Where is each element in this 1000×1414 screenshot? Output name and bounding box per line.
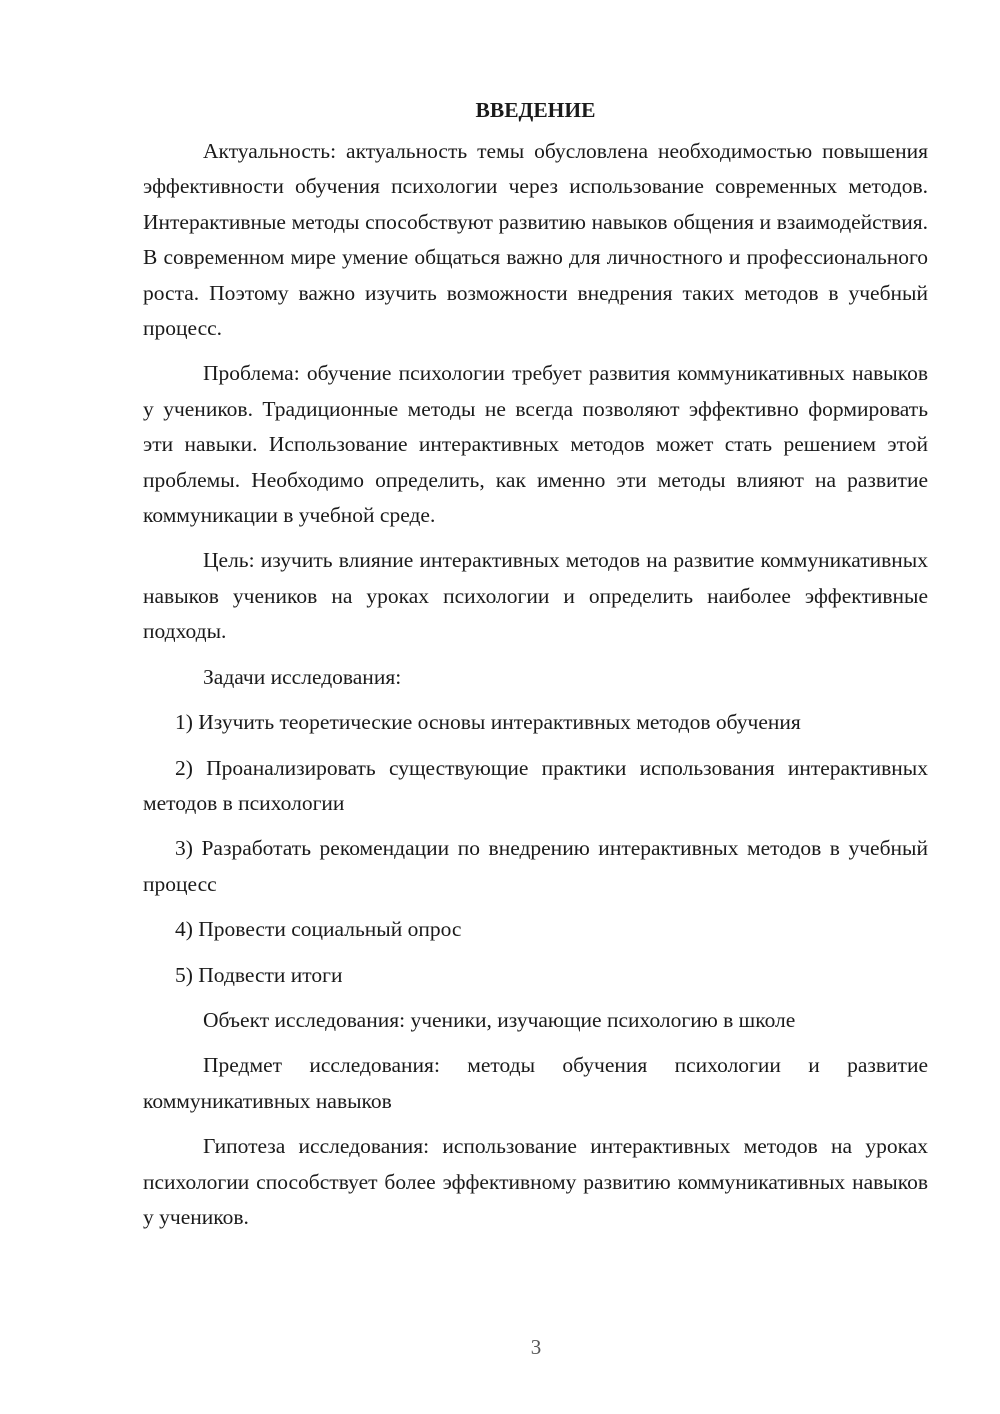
tasks-heading: Задачи исследования: [203, 664, 402, 689]
goal-paragraph: Цель: изучить влияние интерактивных методов на развитие коммуникативных навыков учеников на уроках психологии и определить наиболее эффективные подходы. [143, 548, 928, 644]
page-number: 3 [530, 1335, 542, 1359]
task-item-5: 5) Подвести итоги [175, 962, 343, 987]
task-item-2: 2) Проанализировать существующие практики использования интерактивных методов в психологии [143, 755, 928, 815]
task-item-1: 1) Изучить теоретические основы интерактивных методов обучения [175, 710, 801, 735]
task-item-3: 3) Разработать рекомендации по внедрению интерактивных методов в учебный процесс [143, 836, 928, 896]
subject-paragraph: Предмет исследования: методы обучения психологии и развитие коммуникативных навыков [143, 1053, 928, 1113]
problem-paragraph: Проблема: обучение психологии требует развития коммуникативных навыков у учеников. Традиционные методы не всегда позволяют эффективно формировать эти навыки. Использование интерактивных методов может стать решением этой проблемы. Необходимо определить, как именно эти методы влияют на развитие коммуникации в учебной среде. [143, 361, 928, 528]
document-page [143, 93, 928, 1245]
relevance-paragraph: Актуальность: актуальность темы обусловлена необходимостью повышения эффективности обучения психологии через использование современных методов. Интерактивные методы способствуют развитию навыков общения и взаимодействия. В современном мире умение общаться важно для личностного и профессионального роста. Поэтому важно изучить возможности внедрения таких методов в учебный процесс. [143, 139, 928, 341]
object-paragraph: Объект исследования: ученики, изучающие психологию в школе [203, 1007, 796, 1032]
document-heading: ВВЕДЕНИЕ [475, 98, 596, 122]
hypothesis-paragraph: Гипотеза исследования: использование интерактивных методов на уроках психологии способствует более эффективному развитию коммуникативных навыков у учеников. [143, 1134, 928, 1229]
task-item-4: 4) Провести социальный опрос [175, 917, 462, 942]
